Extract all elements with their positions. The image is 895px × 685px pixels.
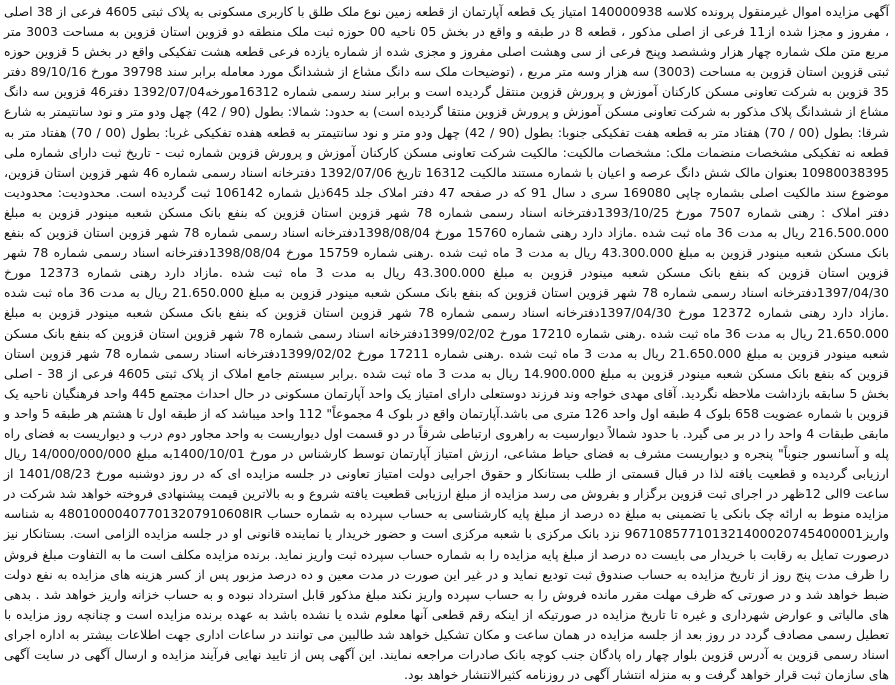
notice-body-text: آگهی مزایده اموال غیرمنقول پرونده کلاسه 140000938 امتیاز یک قطعه آپارتمان از قطعه زمین نوع ملک طلق با کاربری مسکونی به پلاک ثبتی 4605 فرعی از 38 اصلی ، مفروز و مجزا شده از11 فرعی از اصلی مذکور ، قطعه 8 در طبقه و واقع در بخش 05 ناحیه 00 حوزه ثبت ملک منطقه دو قزوین استان قزوین به مساحت 3003 متر مربع متن ملک شماره چهار هزار وششصد وپنج فرعی از سی وهشت اصلی مفروز و مجزی شده از شماره یازده فرعی قطعه هشت تفکیکی واقع در بخش 5 قزوین حوزه ثبتی قزوین استان قزوین به مساحت (3003) سه هزار وسه متر مربع ، (توضیحات ملک سه دانگ مشاع از ششدانگ مورد معامله برابر سند 39798 مورخ 89/10/16 دفتر 35 قزوین به شرکت تعاونی مسکن کارکنان آموزش و پرورش قزوین منتقل گردیده است و برابر سند رسمی شماره 16312مورخه1392/07/04 دفتر46 قزوین سه دانگ مشاع از ششدانگ پلاک مذکور به شرکت تعاونی مسکن آموزش و پرورش قزوین منتقا گردیده است) به حدود: شمالا: بطول (90 / 42) چهل ودو متر و نود سانتیمتر به شارع شرقا: بطول (00 / 70) هفتاد متر به قطعه هفت تفکیکی جنوبا: بطول (90 / 42) چهل ودو متر و نود سانتیمتر به قطعه هفده تفکیکی غربا: بطول (00 / 70) هفتاد متر به قطعه نه تفکیکی مشخصات منضمات ملک: مشخصات مالکیت: مالکیت شرکت تعاونی مسکن کارکنان آموزش و پرورش قزوین شماره ثبت - تاریخ ثبت دارای شماره ملی 10980038395 بعنوان مالک شش دانگ عرصه و اعیان با شماره مستند مالکیت 16312 تاریخ 1392/07/06 دفترخانه اسناد رسمی شماره 46 شهر قزوین استان قزوین، موضوع سند مالکیت اصلی بشماره چاپی 169080 سری د سال 91 که در صفحه 47 دفتر املاک جلد 645ذیل شماره 106142 ثبت گردیده است. محدودیت: محدودیت دفتر املاک : رهنی شماره 7507 مورخ 1393/10/25دفترخانه اسناد رسمی شماره 78 شهر قزوین استان قزوین که بنفع بانک مسکن شعبه مینودر قزوین به مبلغ 216.500.000 ریال به مدت 36 ماه ثبت شده .مازاد دارد رهنی شماره 15760 مورخ 1398/08/04دفترخانه اسناد رسمی شماره 78 شهر قزوین استان قزوین که بنفع بانک مسکن شعبه مینودر قزوین به مبلغ 43.300.000 ریال به مدت 3 ماه ثبت شده .رهنی شماره 15759 مورخ 1398/08/04دفترخانه اسناد رسمی شماره 78 شهر قزوین استان قزوین که بنفع بانک مسکن شعبه مینودر قزوین به مبلغ 43.300.000 ریال به مدت 3 ماه ثبت شده .مازاد دارد رهنی شماره 12373 مورخ 1397/04/30دفترخانه اسناد رسمی شماره 78 شهر قزوین استان قزوین که بنفع بانک مسکن شعبه مینودر قزوین به مبلغ 21.650.000 ریال به مدت 36 ماه ثبت شده .مازاد دارد رهنی شماره 12372 مورخ 1397/04/30دفترخانه اسناد رسمی شماره 78 شهر قزوین استان قزوین که بنفع بانک مسکن شعبه مینودر قزوین به مبلغ 21.650.000 ریال به مدت 36 ماه ثبت شده .رهنی شماره 17210 مورخ 1399/02/02دفترخانه اسناد رسمی شماره 78 شهر قزوین استان قزوین که بنفع بانک مسکن شعبه مینودر قزوین به مبلغ 21.650.000 ریال به مدت 3 ماه ثبت شده .رهنی شماره 17211 مورخ 1399/02/02دفترخانه اسناد رسمی شماره 78 شهر قزوین استان قزوین که بنفع بانک مسکن شعبه مینودر قزوین به مبلغ 14.900.000 ریال به مدت 3 ماه ثبت شده .برابر سیستم جامع املاک از پلاک ثبتی 4605 فرعی از 38 - اصلی بخش 5 سابقه بازداشت ملاحظه نگردید. آقای مهدی خواجه وند فرزند دوستعلی دارای امتیاز یک واحد آپارتمان مسکونی در حال احداث مجتمع 445 واحد فرهنگیان ناحیه یک قزوین با شماره عضویت 658 بلوک 4 طبقه اول واحد 126 متری می باشد.آپارتمان واقع در بلوک 4 مجموعاً" 112 واحد میباشد که از طبقه اول تا هشتم هر طبقه 5 واحد و مابقی طبقات 4 واحد را در بر می گیرد. با حدود شمالاً دیوارسیت به راهروی ارتباطی شرقاً در دو قسمت اول دیواریست به واحد مجاور دوم درب و دیواریست به فضای راه پله و آسانسور جنوباً" پنجره و دیواریست مشرف به فضای حیاط مشاعی، ارزش امتیاز آپارتمان توسط کارشناس در مورخ 1400/10/01به مبلغ 14/000/000/000 ریال ارزیابی گردیده و قطعیت یافته لذا در قبال قسمتی از طلب بستانکار و حقوق اجرایی دولت امتیاز تعاونی در جلسه مزایده ای که در روز دوشنبه مورخ 1401/08/23 از ساعت 9الی 12ظهر در اجرای ثبت قزوین برگزار و بفروش می رسد مزایده از مبلغ ارزیابی قطعیت یافته شروع و به بالاترین قیمت پیشنهادی فروخته خواهد شد شرکت در مزایده منوط به ارائه چک بانکی یا تضمینی به مبلغ ده درصد از مبلغ پایه کارشناسی به حساب سپرده به شماره حساب 480100004077013207910608IR به شناسه واریز967108577101321400020745400001 نزد بانک مرکزی با شعبه مرکزی است و حضور خریدار یا نماینده قانونی او در جلسه مزایده الزامی است. بستانکار نیز درصورت تمایل به رقابت با خریدار می بایست ده درصد از مبلغ پایه مزایده را به شماره حساب سپرده ثبت واریز نماید. برنده مزایده مکلف است ما به التفاوت مبلغ فروش را ظرف مدت پنج روز از تاریخ مزایده به حساب صندوق ثبت تودیع نماید و در غیر این صورت در مدت معین و ده درصد مزبور پس از کسر هزینه های مزایده به نفع دولت ضبط خواهد شد و در صورتی که ظرف مهلت مقرر مانده فروش را به حساب سپرده واریز نکند مبلغ مذکور قابل استرداد نبوده و به حساب خزانه واریز خواهد شد . بدهی های مالیاتی و عوارض شهرداری و غیره تا تاریخ مزایده در صورتیکه از اینکه رقم قطعی آنها معلوم شده یا نشده باشد به عهده برنده مزایده است و چنانچه روز مزایده با تعطیل رسمی مصادف گردد در روز بعد از جلسه مزایده در همان ساعت و مکان تشکیل خواهد شد طالبین می توانند در ساعات اداری جهت اطلاعات بیشتر به اداره اجرای اسناد رسمی قزوین به آدرس قزوین بلوار چهار راه پادگان جنب کوچه بانک صادرات مراجعه نمایند. این آگهی پس از تایید نهایی فرآیند مزایده و ارسال آگهی در سایت آگهی های سازمان ثبت قرار خواهد گرفت و به منزله انتشار آگهی در روزنامه کثیرالانتشار خواهد بود. [4, 4, 890, 683]
